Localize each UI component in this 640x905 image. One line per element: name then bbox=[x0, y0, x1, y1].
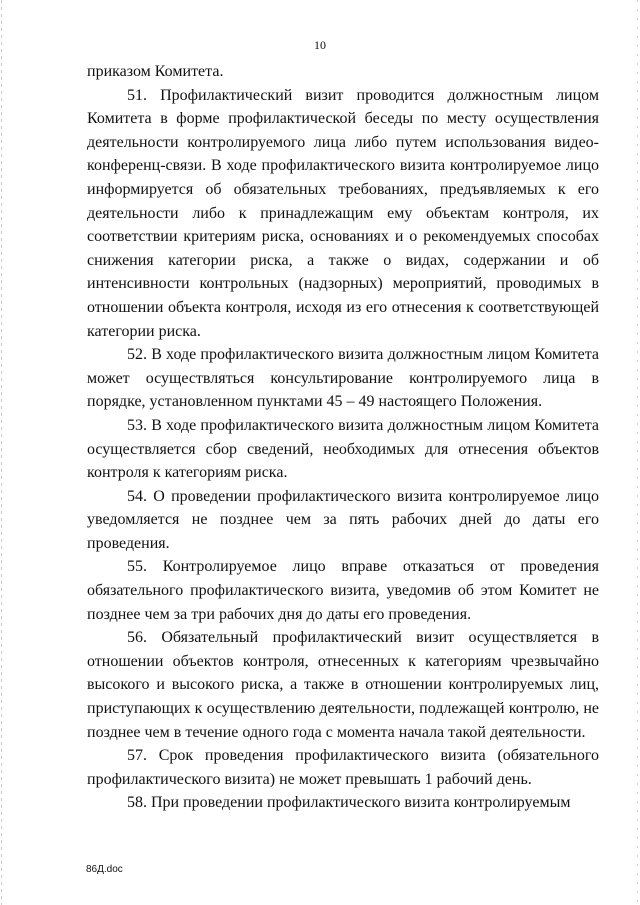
scan-edge-right bbox=[637, 0, 638, 905]
footer-filename: 86Д.doc bbox=[86, 864, 123, 875]
paragraph-51: 51. Профилактический визит проводится должностным лицом Комитета в форме профилактической беседы по месту осуществления деятельности контролируемого лица либо путем использования видео-конференц-связи. В ходе профилактического визита контролируемое лицо информируется об обязательных требованиях, предъявляемых к его деятельности либо к принадлежащим ему объектам контроля, их соответствии критериям риска, основаниях и о рекомендуемых способах снижения категории риска, а также о видах, содержании и об интенсивности контрольных (надзорных) мероприятий, проводимых в отношении объекта контроля, исходя из его отнесения к соответствующей категории риска. bbox=[87, 86, 599, 340]
paragraph-58: 58. При проведении профилактического визита контролируемым bbox=[127, 794, 571, 812]
paragraph-continuation: приказом Комитета. bbox=[87, 63, 224, 80]
paragraph-57: 57. Срок проведения профилактического визита (обязательного профилактического визита) не может превышать 1 рабочий день. bbox=[87, 747, 599, 788]
paragraph-53: 53. В ходе профилактического визита должностным лицом Комитета осуществляется сбор сведений, необходимых для отнесения объектов контроля к категориям риска. bbox=[87, 416, 599, 482]
scan-edge-left bbox=[1, 0, 2, 905]
paragraph-55: 55. Контролируемое лицо вправе отказаться от проведения обязательного профилактического визита, уведомив об этом Комитет не позднее чем за три рабочих дня до даты его проведения. bbox=[87, 558, 599, 623]
paragraph-52: 52. В ходе профилактического визита должностным лицом Комитета может осуществляться консультирование контролируемого лица в порядке, установленном пунктами 45 – 49 настоящего Положения. bbox=[87, 346, 599, 411]
page-number: 10 bbox=[314, 38, 326, 52]
paragraph-54: 54. О проведении профилактического визита контролируемое лицо уведомляется не позднее чем за пять рабочих дней до даты его проведения. bbox=[87, 487, 599, 552]
document-body bbox=[87, 60, 599, 815]
paragraph-56: 56. Обязательный профилактический визит осуществляется в отношении объектов контроля, отнесенных к категориям чрезвычайно высокого и высокого риска, а также в отношении контролируемых лиц, приступающих к осуществлению деятельности, подлежащей контролю, не позднее чем в течение одного года с момента начала такой деятельности. bbox=[87, 629, 599, 741]
